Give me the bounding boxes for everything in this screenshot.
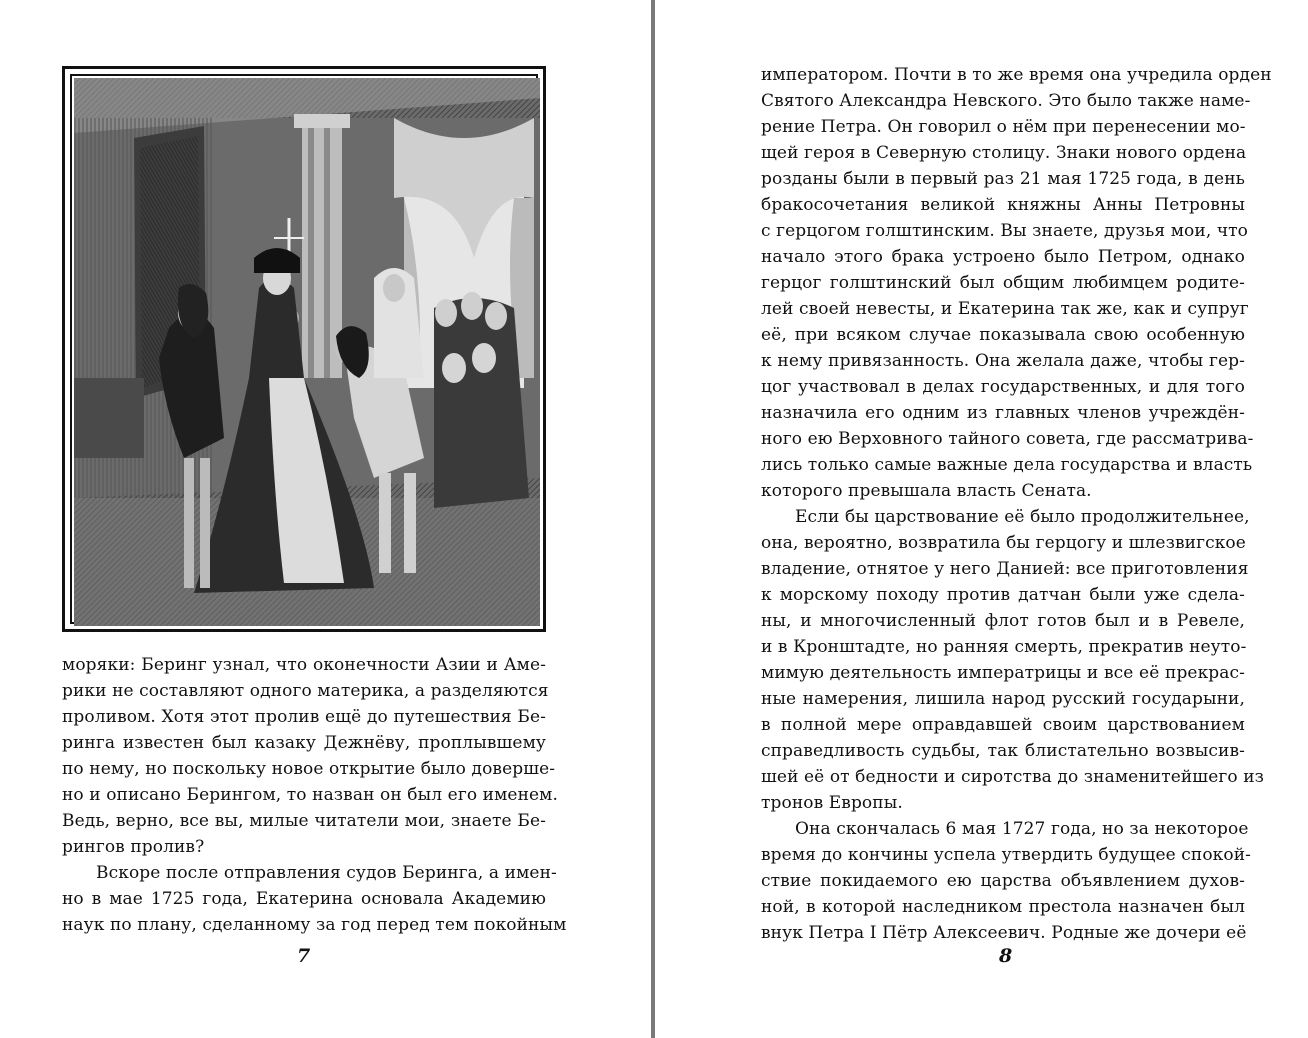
text-line: но и описано Берингом, то назван он был его именем. (62, 785, 558, 805)
text-line: к морскому походу против датчан были уже сделa- (761, 585, 1245, 605)
text-line: мимую деятельность императрицы и все её прекрас- (761, 663, 1245, 683)
text-line: но в мае 1725 года, Екатерина основала Академию (62, 889, 546, 909)
text-line: владение, отнятое у него Данией: все приготовления (761, 559, 1249, 579)
text-line: шей её от бедности и сиротства до знаменитейшего из (761, 767, 1264, 787)
left-page-text (62, 652, 567, 938)
text-line: тронов Европы. (761, 793, 903, 813)
text-line: лей своей невесты, и Екатерина так же, как и супруг (761, 299, 1249, 319)
text-line: Вскоре после отправления судов Беринга, а имен- (96, 863, 557, 883)
text-line: к нему привязанность. Она желала даже, чтобы гер- (761, 351, 1245, 371)
text-line: наук по плану, сделанному за год перед тем покойным (62, 915, 567, 935)
text-line: начало этого брака устроено было Петром, однако (761, 247, 1245, 267)
text-line: ной, в которой наследником престола назначен был (761, 897, 1245, 917)
right-page-text (761, 62, 1272, 946)
page-number-left: 7 (297, 945, 311, 967)
text-line: её, при всяком случае показывала свою особенную (761, 325, 1245, 345)
text-line: Ведь, верно, все вы, милые читатели мои, знаете Бе- (62, 811, 546, 831)
text-line: и в Кронштадте, но ранняя смерть, прекратив неуто- (761, 637, 1247, 657)
text-line: внук Петра I Пётр Алексеевич. Родные же дочери её (761, 923, 1247, 943)
engraving-illustration (62, 66, 546, 632)
text-line: Если бы царствование её было продолжительнее, (795, 507, 1250, 527)
text-line: по нему, но поскольку новое открытие было доверше- (62, 759, 556, 779)
text-line: справедливость судьбы, так блистательно возвысив- (761, 741, 1245, 761)
engraving-picture (74, 78, 540, 626)
text-line: ствие покидаемого ею царства объявлением духов- (761, 871, 1245, 891)
text-line: в полной мере оправдавшей своим царствованием (761, 715, 1245, 735)
text-line: рение Петра. Он говорил о нём при перенесении мо- (761, 117, 1246, 137)
text-line: бракосочетания великой княжны Анны Петровны (761, 195, 1245, 215)
text-line: щей героя в Северную столицу. Знаки нового ордена (761, 143, 1247, 163)
text-line: ринга известен был казаку Дежнёву, проплывшему (62, 733, 546, 753)
text-line: время до кончины успела утвердить будущее спокой- (761, 845, 1251, 865)
text-line: назначила его одним из главных членов учреждён- (761, 403, 1245, 423)
text-line: Святого Александра Невского. Это было также наме- (761, 91, 1251, 111)
text-line: с герцогом голштинским. Вы знаете, друзья мои, что (761, 221, 1249, 241)
text-line: которого превышала власть Сената. (761, 481, 1092, 501)
text-line: рингов пролив? (62, 837, 205, 857)
text-line: розданы были в первый раз 21 мая 1725 года, в день (761, 169, 1245, 189)
text-line: Она скончалась 6 мая 1727 года, но за некоторое (795, 819, 1249, 839)
text-line: проливом. Хотя этот пролив ещё до путешествия Бе- (62, 707, 546, 727)
text-line: герцог голштинский был общим любимцем родите- (761, 273, 1245, 293)
text-line: цог участвовал в делах государственных, и для того (761, 377, 1245, 397)
text-line: лись только самые важные дела государства и власть (761, 455, 1253, 475)
page-number-right: 8 (999, 945, 1013, 967)
text-line: ные намерения, лишила народ русский государыни, (761, 689, 1245, 709)
text-line: она, вероятно, возвратила бы герцогу и шлезвигское (761, 533, 1246, 553)
text-line: моряки: Беринг узнал, что оконечности Азии и Аме- (62, 655, 546, 675)
text-line: императором. Почти в то же время она учредила орден (761, 65, 1272, 85)
text-line: ного ею Верховного тайного совета, где рассматрива- (761, 429, 1254, 449)
text-line: ны, и многочисленный флот готов был и в Ревеле, (761, 611, 1245, 631)
right-page (655, 0, 1308, 1038)
text-line: рики не составляют одного материка, а разделяются (62, 681, 549, 701)
left-page (0, 0, 651, 1038)
